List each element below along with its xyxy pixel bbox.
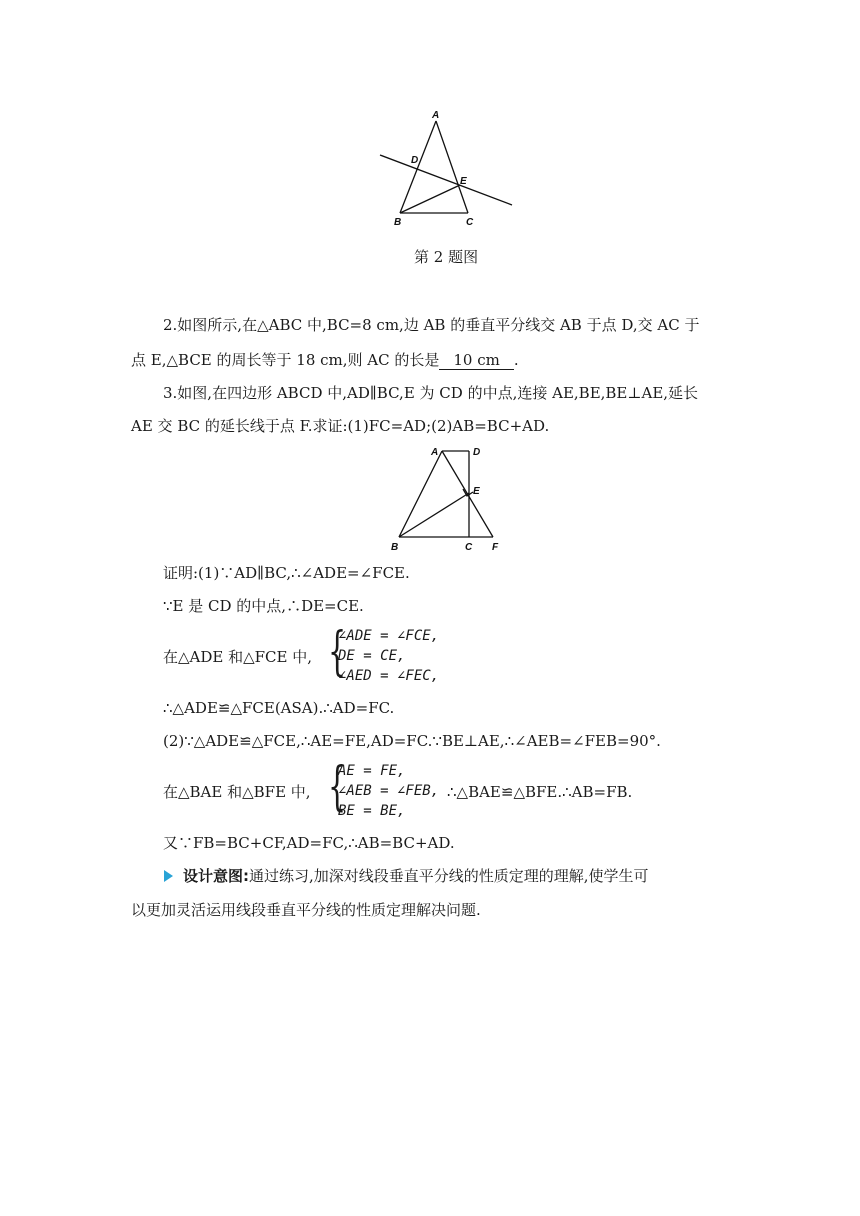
proof-line-5: (2)∵△ADE≌△FCE,∴AE=FE,AD=FC.∵BE⊥AE,∴∠AEB=∠FEB=90°. bbox=[163, 732, 661, 750]
figure-caption: 第 2 题图 bbox=[414, 248, 479, 266]
system2-row-1: AE = FE, bbox=[338, 763, 406, 779]
proof-line-2: ∵E 是 CD 的中点,∴DE=CE. bbox=[163, 597, 364, 615]
q2-answer: 10 cm bbox=[439, 351, 513, 370]
proof-line-6-prefix: 在△BAE 和△BFE 中, bbox=[163, 783, 311, 801]
system1-row-3: ∠AED = ∠FEC, bbox=[338, 668, 440, 684]
design-intent-line2: 以更加灵活运用线段垂直平分线的性质定理解决问题. bbox=[131, 901, 481, 919]
play-triangle-icon bbox=[164, 870, 173, 882]
q3-line1: 3.如图,在四边形 ABCD 中,AD∥BC,E 为 CD 的中点,连接 AE,BE,BE⊥AE,延长 bbox=[163, 384, 699, 402]
proof-line-4: ∴△ADE≌△FCE(ASA).∴AD=FC. bbox=[163, 699, 395, 717]
triangle-figure-q2 bbox=[370, 105, 520, 230]
left-brace-icon: { bbox=[328, 622, 347, 682]
proof-line-1: 证明:(1)∵AD∥BC,∴∠ADE=∠FCE. bbox=[163, 564, 410, 582]
label-b: B bbox=[391, 542, 399, 553]
label-c: C bbox=[466, 217, 474, 228]
proof-line-3-prefix: 在△ADE 和△FCE 中, bbox=[163, 648, 313, 666]
q3-line2: AE 交 BC 的延长线于点 F.求证:(1)FC=AD;(2)AB=BC+AD. bbox=[131, 417, 550, 435]
proof-line-7: 又∵FB=BC+CF,AD=FC,∴AB=BC+AD. bbox=[163, 834, 455, 852]
system2-row-2: ∠AEB = ∠FEB, bbox=[338, 783, 440, 799]
q2-line2-text: 点 E,△BCE 的周长等于 18 cm,则 AC 的长是 bbox=[131, 351, 440, 369]
label-d: D bbox=[411, 155, 419, 166]
label-e: E bbox=[473, 486, 480, 497]
perpendicular-bisector bbox=[380, 155, 512, 205]
label-b: B bbox=[394, 217, 402, 228]
design-intent-line1 bbox=[183, 866, 649, 886]
design-intent-text: 通过练习,加深对线段垂直平分线的性质定理的理解,使学生可 bbox=[249, 867, 649, 885]
equation-system-1 bbox=[328, 622, 498, 690]
q2-line1: 2.如图所示,在△ABC 中,BC=8 cm,边 AB 的垂直平分线交 AB 于点 D,交 AC 于 bbox=[163, 316, 700, 334]
label-d: D bbox=[473, 447, 481, 458]
proof-line-6-suffix: ∴△BAE≌△BFE.∴AB=FB. bbox=[447, 783, 633, 801]
left-brace-icon: { bbox=[328, 757, 347, 817]
segment-ac bbox=[436, 121, 468, 213]
label-a: A bbox=[431, 447, 439, 458]
label-a: A bbox=[432, 110, 440, 121]
label-f: F bbox=[492, 542, 499, 553]
system2-row-3: BE = BE, bbox=[338, 803, 406, 819]
q2-line2-end: . bbox=[513, 351, 519, 369]
label-e: E bbox=[460, 176, 467, 187]
label-c: C bbox=[465, 542, 473, 553]
system1-row-2: DE = CE, bbox=[338, 648, 406, 664]
design-intent-label: 设计意图: bbox=[183, 867, 249, 885]
system1-row-1: ∠ADE = ∠FCE, bbox=[338, 628, 440, 644]
quadrilateral-figure-q3 bbox=[385, 443, 515, 555]
q2-line2 bbox=[131, 350, 519, 370]
